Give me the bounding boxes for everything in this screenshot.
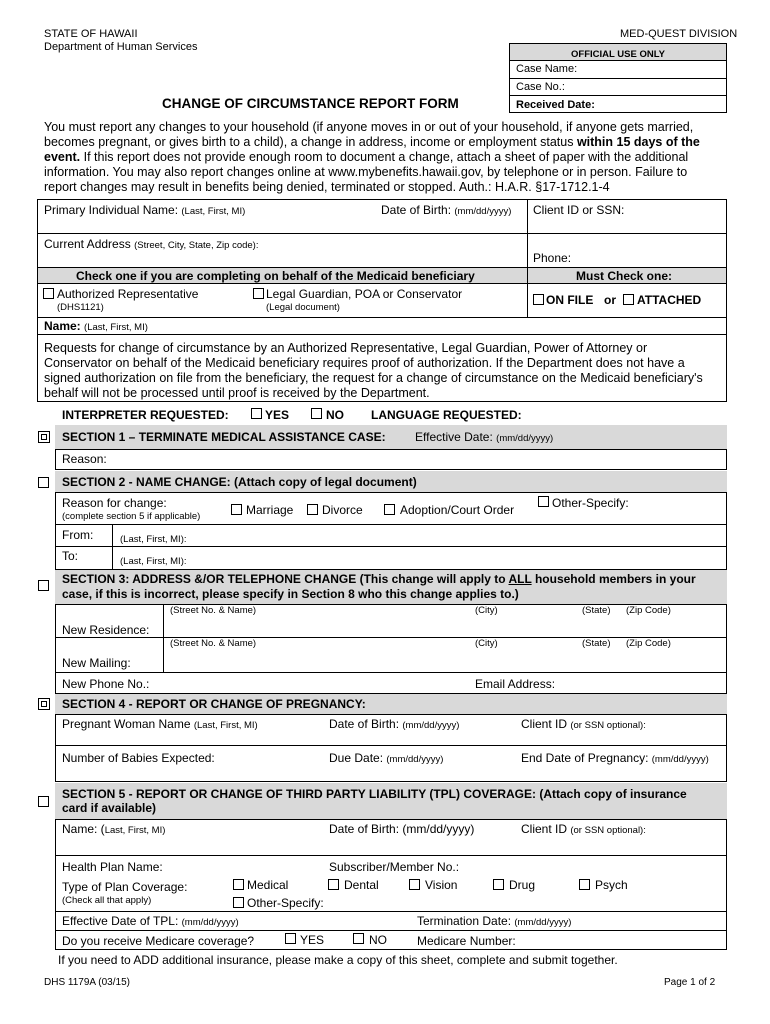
medicare-no-label: NO [369, 933, 387, 947]
section1-checkbox[interactable] [38, 431, 50, 443]
phone-field[interactable]: Phone: [533, 251, 572, 265]
subscriber-no-field[interactable]: Subscriber/Member No.: [329, 860, 460, 874]
form-title: CHANGE OF CIRCUMSTANCE REPORT FORM [162, 96, 459, 111]
guardian-label: Legal Guardian, POA or Conservator [266, 287, 463, 301]
page-number: Page 1 of 2 [664, 977, 716, 988]
pregnant-dob-field[interactable]: Date of Birth: (mm/dd/yyyy) [329, 717, 460, 731]
section5-checkbox[interactable] [38, 796, 49, 807]
psych-label: Psych [595, 878, 628, 892]
section1-title: SECTION 1 – TERMINATE MEDICAL ASSISTANCE CASE: [62, 430, 386, 444]
marriage-checkbox[interactable] [231, 504, 242, 515]
section4-title: SECTION 4 - REPORT OR CHANGE OF PREGNANCY: [62, 697, 366, 711]
mailing-state-hint: (State) [582, 638, 611, 649]
medical-label: Medical [247, 878, 289, 892]
residence-zip-hint: (Zip Code) [626, 605, 671, 616]
new-residence-field[interactable]: New Residence: [62, 623, 150, 637]
guardian-checkbox[interactable] [253, 288, 264, 299]
auth-rep-form-label: (DHS1121) [57, 302, 104, 313]
mailing-zip-hint: (Zip Code) [626, 638, 671, 649]
section2-reason-hint: (complete section 5 if applicable) [62, 511, 201, 522]
section2-title: SECTION 2 - NAME CHANGE: (Attach copy of legal document) [62, 475, 417, 489]
pregnant-client-id-field[interactable]: Client ID (or SSN optional): [521, 717, 646, 731]
section4-checkbox[interactable] [38, 698, 50, 710]
to-name-field[interactable]: (Last, First, MI): [120, 556, 187, 567]
section2-other-checkbox[interactable] [538, 496, 549, 507]
psych-checkbox[interactable] [579, 879, 590, 890]
auth-rep-checkbox[interactable] [43, 288, 54, 299]
department-label: Department of Human Services [44, 41, 198, 53]
section1-effective-date[interactable]: Effective Date: (mm/dd/yyyy) [415, 430, 554, 444]
interpreter-no-label: NO [326, 408, 344, 422]
tpl-effective-date-field[interactable]: Effective Date of TPL: (mm/dd/yyyy) [62, 914, 239, 928]
residence-street-hint: (Street No. & Name) [170, 605, 257, 616]
email-address-field[interactable]: Email Address: [475, 677, 556, 691]
primary-dob-field[interactable]: Date of Birth: (mm/dd/yyyy) [381, 203, 512, 217]
state-label: STATE OF HAWAII [44, 28, 138, 40]
from-label: From: [62, 528, 94, 542]
interpreter-label: INTERPRETER REQUESTED: [62, 408, 229, 422]
behalf-header: Check one if you are completing on behalf of the Medicaid beneficiary [76, 269, 475, 283]
behalf-name-field[interactable]: Name: (Last, First, MI) [44, 319, 148, 333]
medicare-question: Do you receive Medicare coverage? [62, 934, 255, 948]
on-file-label: ON FILE [546, 293, 594, 307]
plan-other-label[interactable]: Other-Specify: [247, 896, 324, 910]
divorce-label: Divorce [322, 503, 363, 517]
termination-date-field[interactable]: Termination Date: (mm/dd/yyyy) [417, 914, 572, 928]
additional-insurance-note: If you need to ADD additional insurance, please make a copy of this sheet, complete and submit together. [58, 953, 618, 967]
interpreter-no-checkbox[interactable] [311, 408, 322, 419]
vision-label: Vision [425, 878, 458, 892]
tpl-dob-field[interactable]: Date of Birth: (mm/dd/yyyy) [329, 822, 475, 836]
residence-state-hint: (State) [582, 605, 611, 616]
case-no-field[interactable]: Case No.: [516, 81, 565, 93]
section3-checkbox[interactable] [38, 580, 49, 591]
primary-name-field[interactable]: Primary Individual Name: (Last, First, MI) [44, 203, 246, 217]
interpreter-yes-checkbox[interactable] [251, 408, 262, 419]
pregnant-name-field[interactable]: Pregnant Woman Name (Last, First, MI) [62, 717, 258, 731]
adoption-checkbox[interactable] [384, 504, 395, 515]
official-use-label: OFFICIAL USE ONLY [571, 49, 665, 60]
section5-title-line2: card if available) [62, 801, 157, 815]
medicare-number-field[interactable]: Medicare Number: [417, 934, 516, 948]
on-file-checkbox[interactable] [533, 294, 544, 305]
mailing-city-hint: (City) [475, 638, 498, 649]
case-name-field[interactable]: Case Name: [516, 63, 578, 75]
section2-other-label[interactable]: Other-Specify: [552, 496, 629, 510]
must-check-header: Must Check one: [576, 269, 673, 283]
primary-client-id-field[interactable]: Client ID or SSN: [533, 203, 625, 217]
division-label: MED-QUEST DIVISION [620, 28, 738, 40]
residence-city-hint: (City) [475, 605, 498, 616]
dental-label: Dental [344, 878, 379, 892]
from-name-field[interactable]: (Last, First, MI): [120, 534, 187, 545]
form-id: DHS 1179A (03/15) [44, 977, 130, 988]
current-address-field[interactable]: Current Address (Street, City, State, Zip code): [44, 237, 259, 251]
medicare-yes-label: YES [300, 933, 325, 947]
babies-expected-field[interactable]: Number of Babies Expected: [62, 751, 215, 765]
received-date-field[interactable]: Received Date: [516, 99, 595, 111]
tpl-client-id-field[interactable]: Client ID (or SSN optional): [521, 822, 646, 836]
mailing-street-hint: (Street No. & Name) [170, 638, 257, 649]
section3-title-line1: SECTION 3: ADDRESS &/OR TELEPHONE CHANGE (This change will apply to ALL household members in your [62, 572, 696, 586]
interpreter-yes-label: YES [265, 408, 290, 422]
plan-type-hint: (Check all that apply) [62, 895, 152, 906]
due-date-field[interactable]: Due Date: (mm/dd/yyyy) [329, 751, 444, 765]
plan-type-label: Type of Plan Coverage: [62, 880, 188, 894]
to-label: To: [62, 549, 79, 563]
section2-reason-label: Reason for change: [62, 496, 167, 510]
or-label: or [604, 293, 616, 307]
divorce-checkbox[interactable] [307, 504, 318, 515]
end-pregnancy-field[interactable]: End Date of Pregnancy: (mm/dd/yyyy) [521, 751, 709, 765]
dental-checkbox[interactable] [328, 879, 339, 890]
health-plan-name-field[interactable]: Health Plan Name: [62, 860, 163, 874]
attached-label: ATTACHED [637, 293, 702, 307]
marriage-label: Marriage [246, 503, 294, 517]
plan-other-checkbox[interactable] [233, 897, 244, 908]
medicare-no-checkbox[interactable] [353, 933, 364, 944]
drug-checkbox[interactable] [493, 879, 504, 890]
new-phone-field[interactable]: New Phone No.: [62, 677, 150, 691]
language-requested-label: LANGUAGE REQUESTED: [371, 408, 522, 422]
tpl-name-field[interactable]: Name: (Last, First, MI) [62, 822, 166, 836]
new-mailing-field[interactable]: New Mailing: [62, 656, 131, 670]
medical-checkbox[interactable] [233, 879, 244, 890]
auth-rep-label: Authorized Representative [57, 287, 199, 301]
attached-checkbox[interactable] [623, 294, 634, 305]
adoption-label: Adoption/Court Order [400, 503, 515, 517]
vision-checkbox[interactable] [409, 879, 420, 890]
section5-title-line1: SECTION 5 - REPORT OR CHANGE OF THIRD PARTY LIABILITY (TPL) COVERAGE: (Attach copy of insurance [62, 787, 687, 801]
drug-label: Drug [509, 878, 536, 892]
section1-reason-field[interactable]: Reason: [62, 452, 107, 466]
guardian-doc-label: (Legal document) [266, 302, 340, 313]
medicare-yes-checkbox[interactable] [285, 933, 296, 944]
section2-checkbox[interactable] [38, 477, 49, 488]
section3-title-line2: case, if this is incorrect, please specify in Section 8 who this change applies to.) [62, 587, 519, 601]
